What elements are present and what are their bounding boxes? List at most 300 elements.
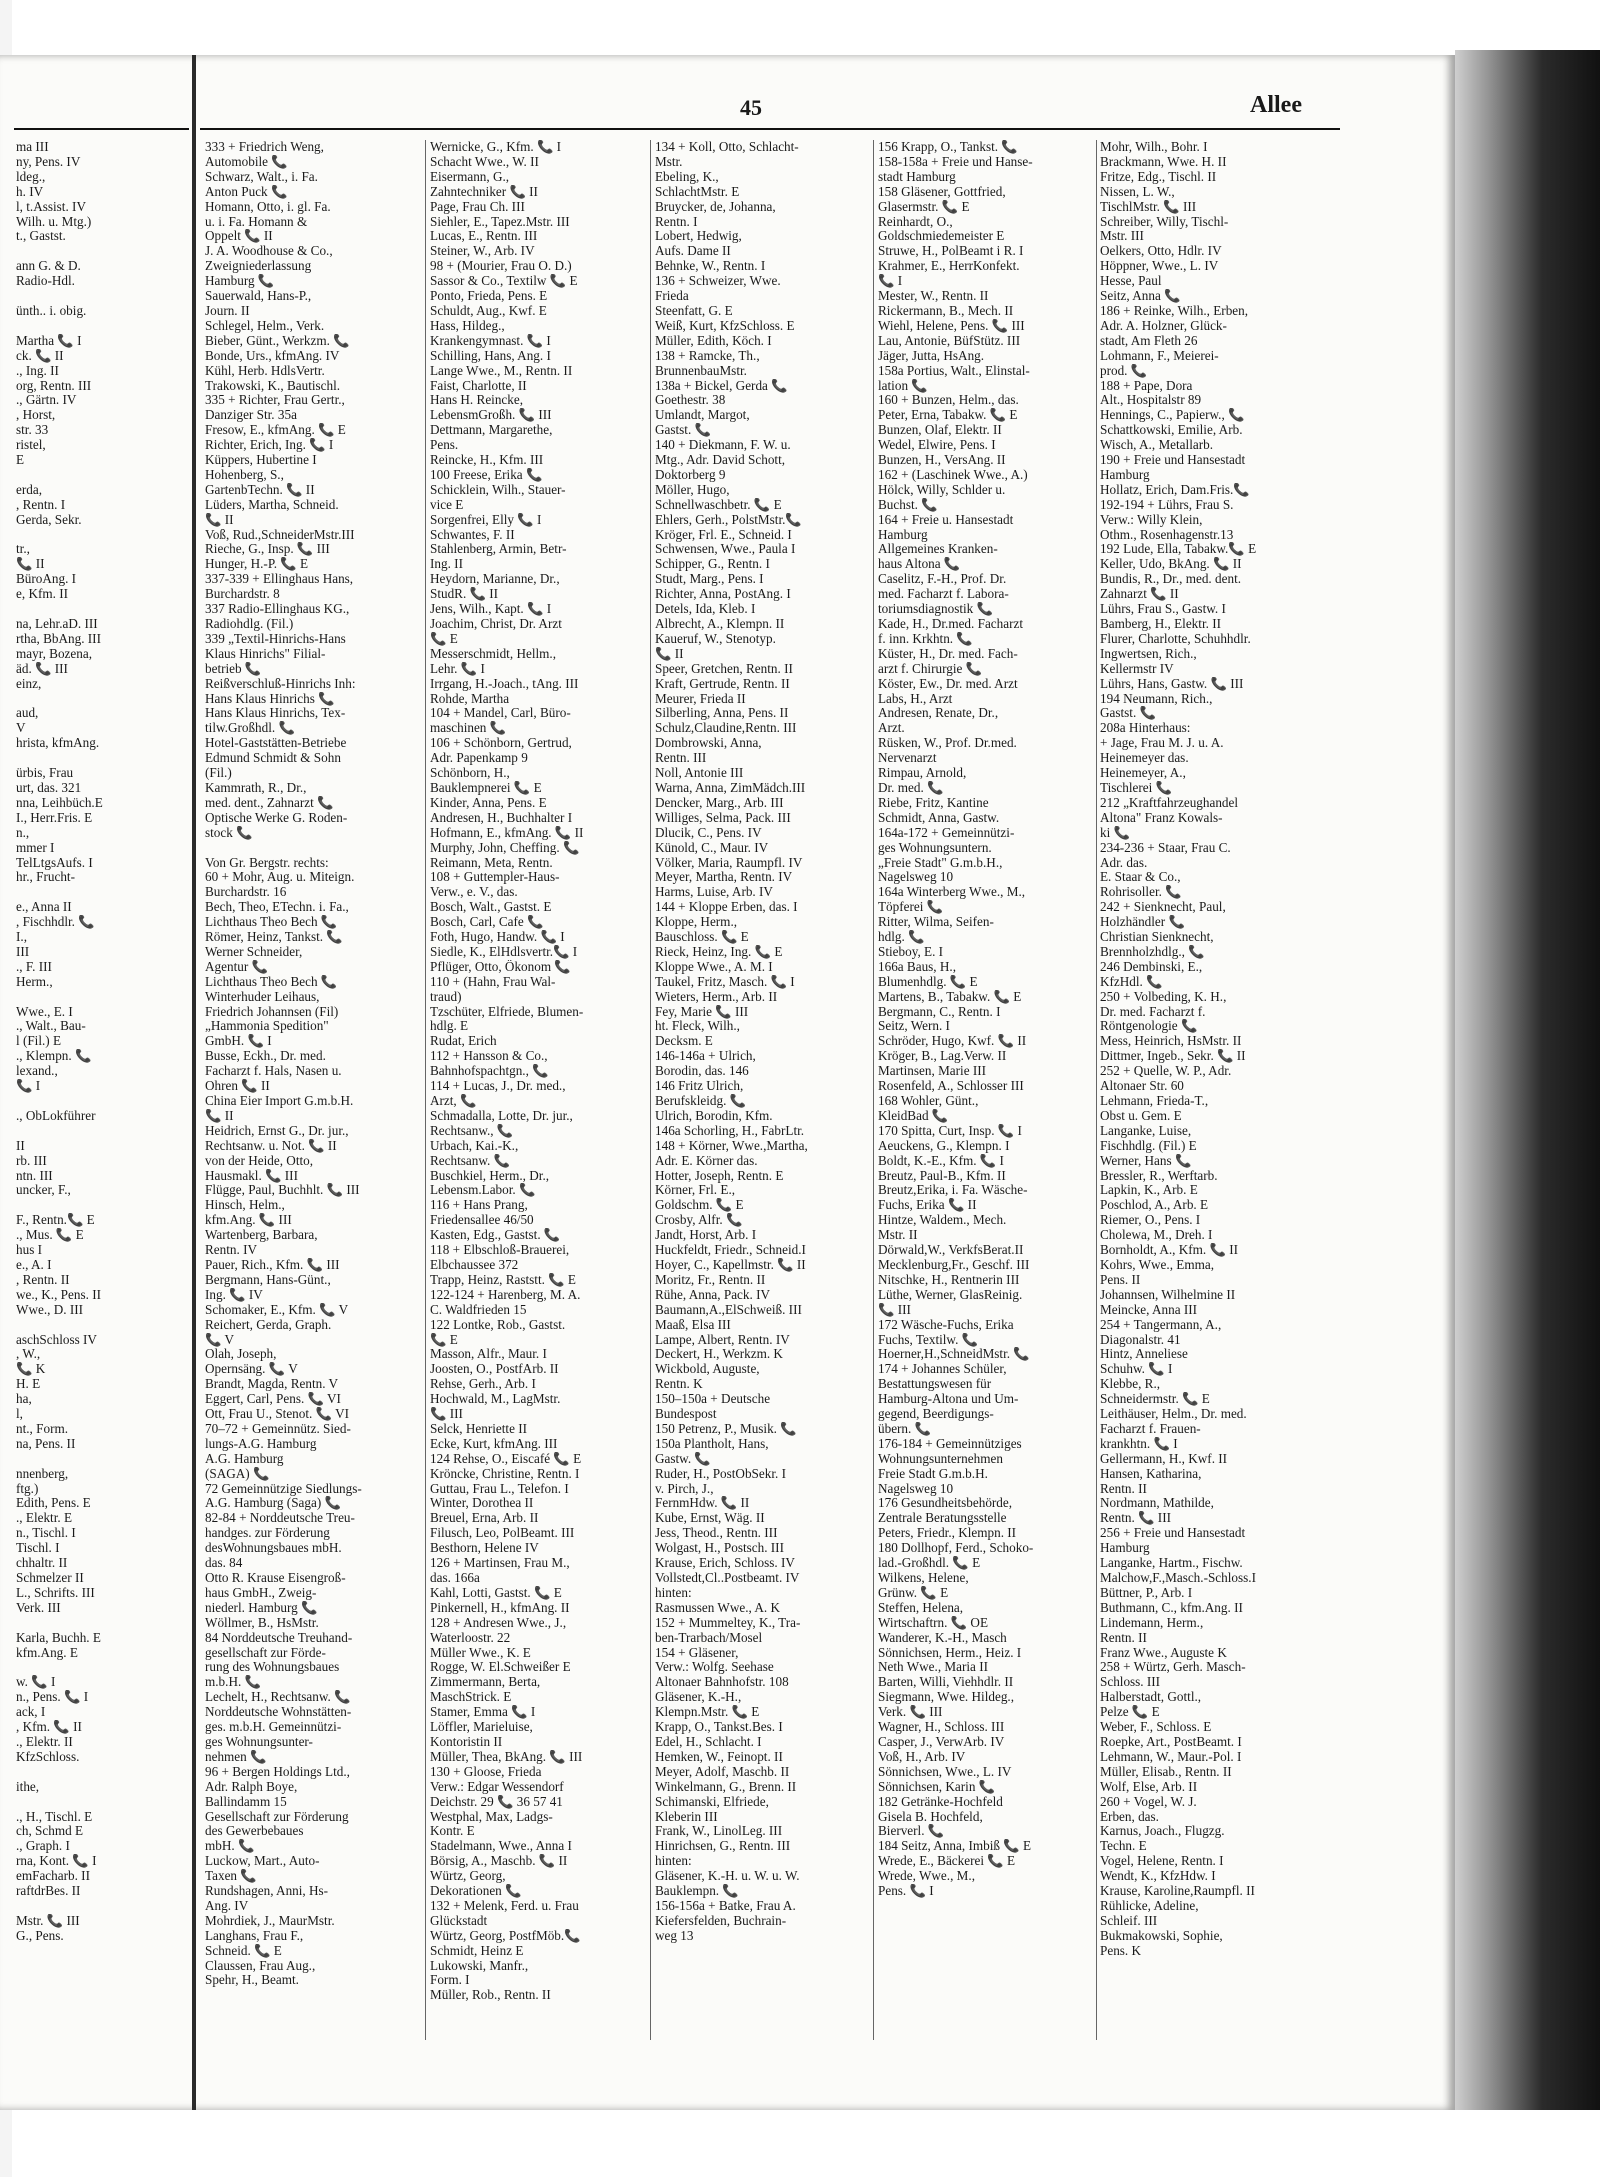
directory-entry-line: e., Anna II <box>16 900 72 915</box>
directory-entry-line: ny, Pens. IV <box>16 154 81 169</box>
directory-entry-line: 156 Krapp, O., Tankst. 📞 <box>878 140 1018 154</box>
directory-entry-line: Karla, Buchh. E <box>16 1630 101 1645</box>
directory-entry-line: Hintz, Anneliese <box>1100 1347 1188 1362</box>
directory-entry-line: 174 + Johannes Schüler, <box>878 1362 1007 1377</box>
directory-entry-line: 114 + Lucas, J., Dr. med., <box>430 1079 566 1094</box>
directory-entry-line: Sönnichsen, Karin 📞 <box>878 1779 996 1794</box>
directory-entry-line: ldeg., <box>16 169 46 184</box>
directory-entry-line: n., Pens. 📞 I <box>16 1690 89 1705</box>
directory-entry-line <box>205 841 420 856</box>
directory-entry-line: 335 + Richter, Frau Gertr., <box>205 393 345 408</box>
directory-entry-line: Voß, H., Arb. IV <box>878 1749 966 1764</box>
directory-entry-line: Adr. Ralph Boye, <box>205 1779 298 1794</box>
directory-entry-line <box>16 1899 186 1914</box>
directory-entry-line <box>16 1198 186 1213</box>
directory-entry-line: + Jage, Frau M. J. u. A. <box>1100 736 1224 751</box>
directory-entry-line: Stadelmann, Wwe., Anna I <box>430 1839 572 1854</box>
directory-entry-line: II <box>16 1138 25 1153</box>
directory-entry-line: Kube, Ernst, Wäg. II <box>655 1511 765 1526</box>
directory-entry-line: Langanke, Hartm., Fischw. <box>1100 1556 1243 1571</box>
directory-entry-line: Rogge, W. El.Schweißer E <box>430 1660 571 1675</box>
directory-entry-line: krankhtn. 📞 I <box>1100 1436 1178 1451</box>
directory-entry-line: Kahl, Lotti, Gastst. 📞 E <box>430 1585 562 1600</box>
directory-entry-line: Albrecht, A., Klempn. II <box>655 617 785 631</box>
directory-entry-line: Zahntechniker 📞 II <box>430 184 538 199</box>
directory-entry-line: 98 + (Mourier, Frau O. D.) <box>430 259 572 274</box>
directory-entry-line: ithe, <box>16 1779 40 1794</box>
directory-entry-line: Hofmann, E., kfmAng. 📞 II <box>430 825 584 840</box>
directory-entry-line: org, Rentn. III <box>16 378 92 393</box>
directory-entry-line: Wendt, K., KfzHdw. I <box>1100 1869 1216 1884</box>
directory-entry-line: 170 Spitta, Curt, Insp. 📞 I <box>878 1123 1022 1138</box>
directory-entry-line: Goldschm. 📞 E <box>655 1198 744 1213</box>
directory-entry-line: Wilh. u. Mtg.) <box>16 214 92 229</box>
directory-entry-line: Körner, Frl. E., <box>655 1183 736 1198</box>
directory-entry-line: Verk. 📞 III <box>878 1705 943 1720</box>
directory-entry-line: Stieboy, E. I <box>878 944 944 959</box>
directory-entry-line: Pauer, Rich., Kfm. 📞 III <box>205 1257 340 1272</box>
directory-entry-line: Wedel, Elwire, Pens. I <box>878 438 996 453</box>
directory-entry-line: Eggert, Carl, Pens. 📞 VI <box>205 1392 341 1407</box>
directory-entry-line: Zweigniederlassung <box>205 259 312 274</box>
directory-entry-line: ntn. III <box>16 1168 53 1183</box>
directory-entry-line: toriumsdiagnostik 📞 <box>878 602 993 617</box>
directory-entry-line: Mohr, Wilh., Bohr. I <box>1100 140 1208 154</box>
directory-entry-line: I., <box>16 930 27 945</box>
directory-entry-line: Brackmann, Wwe. H. II <box>1100 154 1227 169</box>
directory-entry-line: Arzt, 📞 <box>430 1094 477 1108</box>
directory-entry-line: mbH. 📞 <box>205 1839 255 1854</box>
directory-entry-line: Facharzt f. Hals, Nasen u. <box>205 1064 342 1079</box>
directory-entry-line: Rehse, Gerh., Arb. I <box>430 1377 536 1392</box>
directory-entry-line: Optische Werke G. Roden- <box>205 810 348 825</box>
directory-entry-line: Jens, Wilh., Kapt. 📞 I <box>430 602 552 617</box>
directory-entry-line: Techn. E <box>1100 1839 1147 1854</box>
directory-entry-line: Wrede, E., Bäckerei 📞 E <box>878 1854 1016 1869</box>
directory-entry-line: ht. Fleck, Wilh., <box>655 1019 740 1034</box>
directory-entry-line: Schneidermstr. 📞 E <box>1100 1392 1210 1407</box>
directory-entry-line: Tzschüter, Elfriede, Blumen- <box>430 1004 584 1019</box>
directory-entry-line: kfm.Ang. E <box>16 1645 78 1660</box>
directory-entry-line: 150a Plantholt, Hans, <box>655 1436 769 1451</box>
directory-entry-line: 📞 II <box>655 646 684 661</box>
directory-entry-line: 158-158a + Freie und Hanse- <box>878 154 1033 169</box>
directory-entry-line: Franz Wwe., Auguste K <box>1100 1645 1227 1660</box>
directory-entry-line: Adr. A. Holzner, Glück- <box>1100 318 1227 333</box>
directory-entry-line: Bukmakowski, Sophie, <box>1100 1928 1223 1943</box>
directory-entry-line: Hamburg <box>1100 467 1150 482</box>
directory-entry-line: 106 + Schönborn, Gertrud, <box>430 736 572 751</box>
directory-entry-line: mayr, Bozena, <box>16 646 93 661</box>
directory-entry-line: 70–72 + Gemeinnütz. Sied- <box>205 1421 351 1436</box>
directory-entry-line: TischlMstr. 📞 III <box>1100 199 1197 214</box>
directory-entry-line: u. i. Fa. Homann & <box>205 214 308 229</box>
directory-entry-line: Burchardstr. 8 <box>205 587 280 602</box>
directory-entry-line: Malchow,F.,Masch.-Schloss.I <box>1100 1571 1256 1585</box>
directory-entry-line: G., Pens. <box>16 1928 64 1943</box>
directory-entry-line: gegend, Beerdigungs- <box>878 1407 994 1422</box>
directory-entry-line: urt, das. 321 <box>16 780 82 795</box>
directory-entry-line: Fey, Marie 📞 III <box>655 1004 749 1019</box>
directory-entry-line: Deichstr. 29 📞 36 57 41 <box>430 1794 563 1809</box>
directory-entry-line: Pens. 📞 I <box>878 1884 934 1899</box>
directory-entry-line: ., Mus. 📞 E <box>16 1228 84 1243</box>
directory-entry-line: Mess, Heinrich, HsMstr. II <box>1100 1034 1242 1049</box>
directory-entry-line: l, <box>16 1407 23 1422</box>
directory-entry-line: 108 + Guttempler-Haus- <box>430 870 560 885</box>
directory-entry-line: Christian Sienknecht, <box>1100 930 1214 945</box>
directory-entry-line: 112 + Hansson & Co., <box>430 1049 548 1064</box>
directory-entry-line: Hotter, Joseph, Rentn. E <box>655 1168 784 1183</box>
directory-entry-line <box>16 602 186 617</box>
directory-entry-line: Reincke, H., Kfm. III <box>430 453 544 468</box>
directory-entry-line: Steiner, W., Arb. IV <box>430 244 535 259</box>
directory-entry-line: Edmund Schmidt & Sohn <box>205 751 341 766</box>
directory-entry-line: KfzSchloss. <box>16 1749 80 1764</box>
directory-entry-line: 146 Fritz Ulrich, <box>655 1079 744 1094</box>
directory-entry-line: Wirtschaftrn. 📞 OE <box>878 1615 989 1630</box>
directory-entry-line: Pens. <box>430 438 459 453</box>
directory-entry-line: rung des Wohnungsbaues <box>205 1660 340 1675</box>
directory-entry-line: Wwe., E. I <box>16 1004 73 1019</box>
directory-entry-line: Detels, Ida, Kleb. I <box>655 602 756 617</box>
directory-entry-line: Rühe, Anna, Pack. IV <box>655 1287 771 1302</box>
directory-entry-line: Joosten, O., PostfArb. II <box>430 1362 559 1377</box>
directory-entry-line: 176-184 + Gemeinnütziges <box>878 1436 1022 1451</box>
directory-entry-line: Lucas, E., Rentn. III <box>430 229 538 244</box>
directory-entry-line: Labs, H., Arzt <box>878 691 953 706</box>
directory-entry-line: ristel, <box>16 438 46 453</box>
directory-entry-line: ., Walt., Bau- <box>16 1019 86 1034</box>
directory-entry-line: 84 Norddeutsche Treuhand- <box>205 1630 353 1645</box>
directory-entry-line: Dr. med. Facharzt f. <box>1100 1004 1206 1019</box>
directory-entry-line: Hollatz, Erich, Dam.Fris.📞 <box>1100 482 1250 497</box>
directory-entry-line: Heinemeyer, A., <box>1100 766 1186 781</box>
directory-entry-line: Bornholdt, A., Kfm. 📞 II <box>1100 1243 1239 1258</box>
directory-entry-line: 256 + Freie und Hansestadt <box>1100 1526 1246 1541</box>
directory-entry-line: Deckert, H., Werkzm. K <box>655 1347 783 1362</box>
directory-entry-line: 82-84 + Norddeutsche Treu- <box>205 1511 355 1526</box>
directory-entry-line: 📞 III <box>878 1302 911 1317</box>
directory-entry-line: aschSchloss IV <box>16 1332 97 1347</box>
directory-entry-line: Frank, W., LinolLeg. III <box>655 1824 783 1839</box>
directory-entry-line: Völker, Maria, Raumpfl. IV <box>655 855 803 870</box>
directory-entry-line: Hintze, Waldem., Mech. <box>878 1213 1007 1228</box>
directory-entry-line: 234-236 + Staar, Frau C. <box>1100 840 1231 855</box>
directory-entry-line: Lichthaus Theo Bech 📞 <box>205 974 338 989</box>
directory-entry-line: Meyer, Adolf, Maschb. II <box>655 1764 790 1779</box>
directory-entry-line: Martens, B., Tabakw. 📞 E <box>878 989 1022 1004</box>
running-head-street: Allee <box>1250 92 1302 118</box>
directory-entry-line: Schulz,Claudine,Rentn. III <box>655 721 797 736</box>
directory-entry-line: traud) <box>430 989 462 1004</box>
directory-entry-line: Meurer, Frieda II <box>655 691 746 706</box>
directory-entry-line: Westphal, Max, Ladgs- <box>430 1809 553 1824</box>
directory-entry-line: Schomaker, E., Kfm. 📞 V <box>205 1302 349 1317</box>
directory-entry-line: Klaus Hinrichs" Filial- <box>205 646 326 661</box>
directory-entry-line: Meincke, Anna III <box>1100 1302 1198 1317</box>
directory-entry-line: 📞 I <box>878 274 903 289</box>
directory-entry-line: Seitz, Wern. I <box>878 1019 950 1034</box>
directory-entry-line: Nordmann, Mathilde, <box>1100 1496 1214 1511</box>
directory-entry-line: Burchardstr. 16 <box>205 885 287 900</box>
directory-entry-line: Werner Schneider, <box>205 944 303 959</box>
directory-entry-line: „Hammonia Spedition" <box>205 1019 329 1034</box>
directory-entry-line: 138 + Ramcke, Th., <box>655 348 760 363</box>
directory-entry-line: Lehr. 📞 I <box>430 661 485 676</box>
directory-entry-line: Schreiber, Willy, Tischl- <box>1100 214 1229 229</box>
directory-entry-line: einz, <box>16 676 42 691</box>
directory-entry-line: Schönborn, H., <box>430 766 510 781</box>
directory-entry-line: ch, Schmd E <box>16 1824 84 1839</box>
directory-entry-line: ., Gärtn. IV <box>16 393 77 408</box>
directory-entry-line: Elbchaussee 372 <box>430 1257 519 1272</box>
directory-entry-line: Oelkers, Otto, Hdlr. IV <box>1100 244 1222 259</box>
directory-entry-line: H. E <box>16 1377 41 1392</box>
directory-entry-line: 333 + Friedrich Weng, <box>205 140 324 154</box>
directory-entry-line: Bonde, Urs., kfmAng. IV <box>205 348 340 363</box>
directory-entry-line: Langanke, Luise, <box>1100 1123 1192 1138</box>
directory-entry-line: Poschlod, A., Arb. E <box>1100 1198 1209 1213</box>
directory-entry-line: Breuel, Erna, Arb. II <box>430 1511 539 1526</box>
directory-entry-line: Kröger, B., Lag.Verw. II <box>878 1049 1007 1064</box>
directory-entry-line: Dekorationen 📞 <box>430 1884 522 1899</box>
directory-entry-line: Andresen, H., Buchhalter I <box>430 810 573 825</box>
directory-entry-line: 📞 K <box>16 1362 46 1377</box>
directory-entry-line: Hamburg <box>878 527 928 542</box>
directory-entry-line: Schmadalla, Lotte, Dr. jur., <box>430 1108 573 1123</box>
directory-entry-line: emFacharb. II <box>16 1869 90 1884</box>
directory-entry-line: t., Gastst. <box>16 229 66 244</box>
directory-entry-line: III <box>16 944 30 959</box>
column-divider <box>1096 140 1097 2040</box>
directory-entry-line: 96 + Bergen Holdings Ltd., <box>205 1764 350 1779</box>
directory-entry-line: Wagner, H., Schloss. III <box>878 1720 1005 1735</box>
directory-entry-line: Schröder, Hugo, Kwf. 📞 II <box>878 1034 1027 1049</box>
directory-entry-line: na, Pens. II <box>16 1436 76 1451</box>
directory-entry-line: 337 Radio-Ellinghaus KG., <box>205 602 350 617</box>
directory-entry-line: n., Tischl. I <box>16 1526 76 1541</box>
directory-entry-line: Kleberin III <box>655 1809 718 1824</box>
directory-entry-line: Siedle, K., ElHdlsvertr.📞 I <box>430 944 578 959</box>
directory-entry-line: Alt., Hospitalstr 89 <box>1100 393 1202 408</box>
directory-entry-line: Bundis, R., Dr., med. dent. <box>1100 572 1242 587</box>
directory-entry-line: raftdrBes. II <box>16 1884 81 1899</box>
directory-entry-line: Verw.: Edgar Wessendorf <box>430 1779 564 1794</box>
directory-entry-line: Wolf, Else, Arb. II <box>1100 1779 1198 1794</box>
directory-entry-line: Kasten, Edg., Gastst. 📞 <box>430 1228 561 1243</box>
directory-entry-line: Löffler, Marieluise, <box>430 1720 533 1735</box>
directory-entry-line: gesellschaft zur Förde- <box>205 1645 326 1660</box>
directory-entry-line: 118 + Elbschloß-Brauerei, <box>430 1243 570 1258</box>
directory-entry-line: Weber, F., Schloss. E <box>1100 1720 1212 1735</box>
directory-entry-line: das. 84 <box>205 1556 243 1571</box>
directory-entry-line: Nissen, L. W., <box>1100 184 1175 199</box>
directory-entry-line <box>16 319 186 334</box>
page-number: 45 <box>740 95 762 120</box>
directory-entry-line: Arzt. <box>878 721 905 736</box>
directory-entry-line: Bamberg, H., Elektr. II <box>1100 617 1221 631</box>
directory-entry-line: stadt Hamburg <box>878 169 956 184</box>
directory-entry-line: Homann, Otto, i. gl. Fa. <box>205 199 331 214</box>
directory-entry-line: Siehler, E., Tapez.Mstr. III <box>430 214 570 229</box>
directory-entry-line: 134 + Koll, Otto, Schlacht- <box>655 140 799 154</box>
directory-entry-line: stadt, Am Fleth 26 <box>1100 333 1198 348</box>
directory-entry-line: Aufs. Dame II <box>655 244 731 259</box>
directory-entry-line: Form. I <box>430 1973 470 1988</box>
directory-entry-line: Ritter, Wilma, Seifen- <box>878 915 994 930</box>
directory-entry-line: Foth, Hugo, Handw. 📞 I <box>430 930 565 945</box>
directory-entry-line: hinten: <box>655 1854 692 1869</box>
directory-entry-line <box>16 1124 186 1139</box>
directory-entry-line: Schilling, Hans, Ang. I <box>430 348 551 363</box>
directory-entry-line: , Rentn. II <box>16 1272 70 1287</box>
directory-entry-line: tilw.Großhdl. 📞 <box>205 721 295 736</box>
directory-entry-line: na, Lehr.aD. III <box>16 617 98 631</box>
directory-entry-line: Hamburg-Altona und Um- <box>878 1392 1019 1407</box>
directory-entry-line: Rentn. IV <box>205 1243 258 1258</box>
directory-entry-line: Murphy, John, Cheffing. 📞 <box>430 840 580 855</box>
directory-entry-line: tr., <box>16 542 30 557</box>
directory-entry-line: mmer I <box>16 840 55 855</box>
directory-entry-line: 242 + Sienknecht, Paul, <box>1100 900 1226 915</box>
directory-entry-line: 186 + Reinke, Wilh., Erben, <box>1100 303 1249 318</box>
directory-entry-line: Brandt, Magda, Rentn. V <box>205 1377 339 1392</box>
directory-entry-line: Rundshagen, Anni, Hs- <box>205 1884 329 1899</box>
directory-column-1 <box>205 140 420 2090</box>
directory-entry-line: Krankengymnast. 📞 I <box>430 333 551 348</box>
directory-entry-line: Römer, Heinz, Tankst. 📞 <box>205 930 343 945</box>
directory-entry-line: MaschStrick. E <box>430 1690 512 1705</box>
directory-entry-line: 150 Petrenz, P., Musik. 📞 <box>655 1421 797 1436</box>
directory-entry-line: Martinsen, Marie III <box>878 1064 987 1079</box>
directory-entry-line: Fritze, Edg., Tischl. II <box>1100 169 1217 184</box>
directory-entry-line: Gastst. 📞 <box>655 423 711 438</box>
directory-entry-line: l (Fil.) E <box>16 1034 62 1049</box>
directory-entry-line: Kammrath, R., Dr., <box>205 780 307 795</box>
directory-entry-line: Faist, Charlotte, II <box>430 378 527 393</box>
directory-entry-line: Holzhändler 📞 <box>1100 915 1185 930</box>
directory-entry-line: Bech, Theo, ETechn. i. Fa., <box>205 900 349 915</box>
directory-entry-line: Maaß, Elsa III <box>655 1317 731 1332</box>
directory-entry-line: , Rentn. I <box>16 497 66 512</box>
directory-entry-line: Gastw. 📞 <box>655 1451 711 1466</box>
directory-entry-line <box>16 528 186 543</box>
directory-entry-line: Boldt, K.-E., Kfm. 📞 I <box>878 1153 1004 1168</box>
directory-entry-line: Edith, Pens. E <box>16 1496 91 1511</box>
directory-entry-line: Kloppe Wwe., A. M. I <box>655 959 773 974</box>
directory-entry-line: Joachim, Christ, Dr. Arzt <box>430 617 562 631</box>
directory-entry-line: Ohren 📞 II <box>205 1079 270 1094</box>
directory-entry-line: Williges, Selma, Pack. III <box>655 810 791 825</box>
directory-entry-line: A.G. Hamburg <box>205 1451 284 1466</box>
directory-entry-line: Rieck, Heinz, Ing. 📞 E <box>655 944 783 959</box>
directory-entry-line: Blumenhdlg. 📞 E <box>878 974 978 989</box>
directory-entry-line: Dlucik, C., Pens. IV <box>655 825 762 840</box>
directory-entry-line: 📞 V <box>205 1332 235 1347</box>
directory-entry-line: Taxen 📞 <box>205 1869 257 1884</box>
directory-entry-line: Glückstadt <box>430 1913 488 1928</box>
directory-entry-line: Bauklempnerei 📞 E <box>430 780 542 795</box>
directory-entry-line: Rechtsanw., 📞 <box>430 1123 514 1138</box>
directory-entry-line: Müller, Edith, Köch. I <box>655 333 772 348</box>
directory-entry-line: 158a Portius, Walt., Elinstal- <box>878 363 1030 378</box>
directory-entry-line: Mtg., Adr. David Schott, <box>655 453 786 468</box>
directory-entry-line: Müller, Rob., Rentn. II <box>430 1988 551 2003</box>
directory-entry-line: ünth.. i. obig. <box>16 303 87 318</box>
directory-entry-line: Winter, Dorothea II <box>430 1496 534 1511</box>
directory-entry-line: Baumann,A.,ElSchweiß. III <box>655 1302 802 1317</box>
directory-entry-line: Heinemeyer das. <box>1100 751 1189 766</box>
directory-entry-line: Obst u. Gem. E <box>1100 1108 1182 1123</box>
directory-entry-line: 124 Rehse, O., Eiscafé 📞 E <box>430 1451 582 1466</box>
directory-entry-line: Schwensen, Wwe., Paula I <box>655 542 796 557</box>
directory-entry-line: ges Wohnungsuntern. <box>878 840 992 855</box>
directory-entry-line: Hoerner,H.,SchneidMstr. 📞 <box>878 1347 1030 1362</box>
directory-entry-line: Radiohdlg. (Fil.) <box>205 617 294 631</box>
directory-entry-line: Altona" Franz Kowals- <box>1100 810 1223 825</box>
directory-entry-line: Goldschmiedemeister E <box>878 229 1005 244</box>
directory-entry-line: Köster, Ew., Dr. med. Arzt <box>878 676 1018 691</box>
directory-entry-line: Seitz, Anna 📞 <box>1100 289 1181 304</box>
directory-entry-line <box>16 751 186 766</box>
directory-entry-line: Verw., e. V., das. <box>430 885 518 900</box>
directory-entry-line: , Kfm. 📞 II <box>16 1720 82 1735</box>
directory-entry-line: Facharzt f. Frauen- <box>1100 1421 1201 1436</box>
directory-entry-line: Rühlicke, Adeline, <box>1100 1898 1199 1913</box>
directory-entry-line: hdlg. E <box>430 1019 469 1034</box>
directory-entry-line: Schlegel, Helm., Verk. <box>205 318 325 333</box>
directory-entry-line: Karnus, Joach., Flugzg. <box>1100 1824 1225 1839</box>
directory-entry-line: Dombrowski, Anna, <box>655 736 762 751</box>
directory-entry-line: Fischhdlg. (Fil.) E <box>1100 1138 1197 1153</box>
directory-entry-line: lexand., <box>16 1064 58 1079</box>
directory-entry-line: Schmelzer II <box>16 1571 84 1585</box>
directory-entry-line: ., Graph. I <box>16 1839 70 1854</box>
directory-entry-line: Bierverl. 📞 <box>878 1824 945 1839</box>
directory-entry-line: I., Herr.Fris. E <box>16 810 93 825</box>
directory-entry-line: 136 + Schweizer, Wwe. <box>655 274 781 289</box>
directory-entry-line: prod. 📞 <box>1100 363 1148 378</box>
directory-entry-line: l, t.Assist. IV <box>16 199 86 214</box>
directory-entry-line: Sönnichsen, Herm., Heiz. I <box>878 1645 1022 1660</box>
directory-entry-line <box>16 1094 186 1109</box>
directory-entry-line: (SAGA) 📞 <box>205 1466 270 1481</box>
directory-entry-line: 128 + Andresen Wwe., J., <box>430 1615 567 1630</box>
directory-entry-line: E. Staar & Co., <box>1100 870 1181 885</box>
directory-entry-line: ., Ing. II <box>16 363 59 378</box>
directory-entry-line: haus GmbH., Zweig- <box>205 1585 317 1600</box>
column-divider <box>873 140 874 2040</box>
directory-entry-line: 246 Dembinski, E., <box>1100 959 1203 974</box>
directory-entry-line: Küppers, Hubertine I <box>205 453 317 468</box>
directory-entry-line: Richter, Anna, PostAng. I <box>655 587 791 602</box>
directory-entry-line: Riemer, O., Pens. I <box>1100 1213 1201 1228</box>
directory-entry-line: ., ObLokführer <box>16 1108 96 1123</box>
directory-entry-line: Cholewa, M., Dreh. I <box>1100 1228 1213 1243</box>
directory-entry-line: Journ. II <box>205 303 250 318</box>
directory-entry-line: Rentn. III <box>655 751 707 766</box>
directory-entry-line: Kinder, Anna, Pens. E <box>430 795 547 810</box>
directory-entry-line: Rickermann, B., Mech. II <box>878 303 1014 318</box>
directory-entry-line: 150–150a + Deutsche <box>655 1392 771 1407</box>
directory-entry-line: weg 13 <box>655 1928 694 1943</box>
directory-entry-line: Hinrichsen, G., Rentn. III <box>655 1839 791 1854</box>
directory-entry-line: Peters, Friedr., Klempn. II <box>878 1526 1017 1541</box>
directory-entry-line: Wickbold, Auguste, <box>655 1362 760 1377</box>
directory-entry-line: Steenfatt, G. E <box>655 303 733 318</box>
directory-entry-line: 192-194 + Lührs, Frau S. <box>1100 497 1234 512</box>
